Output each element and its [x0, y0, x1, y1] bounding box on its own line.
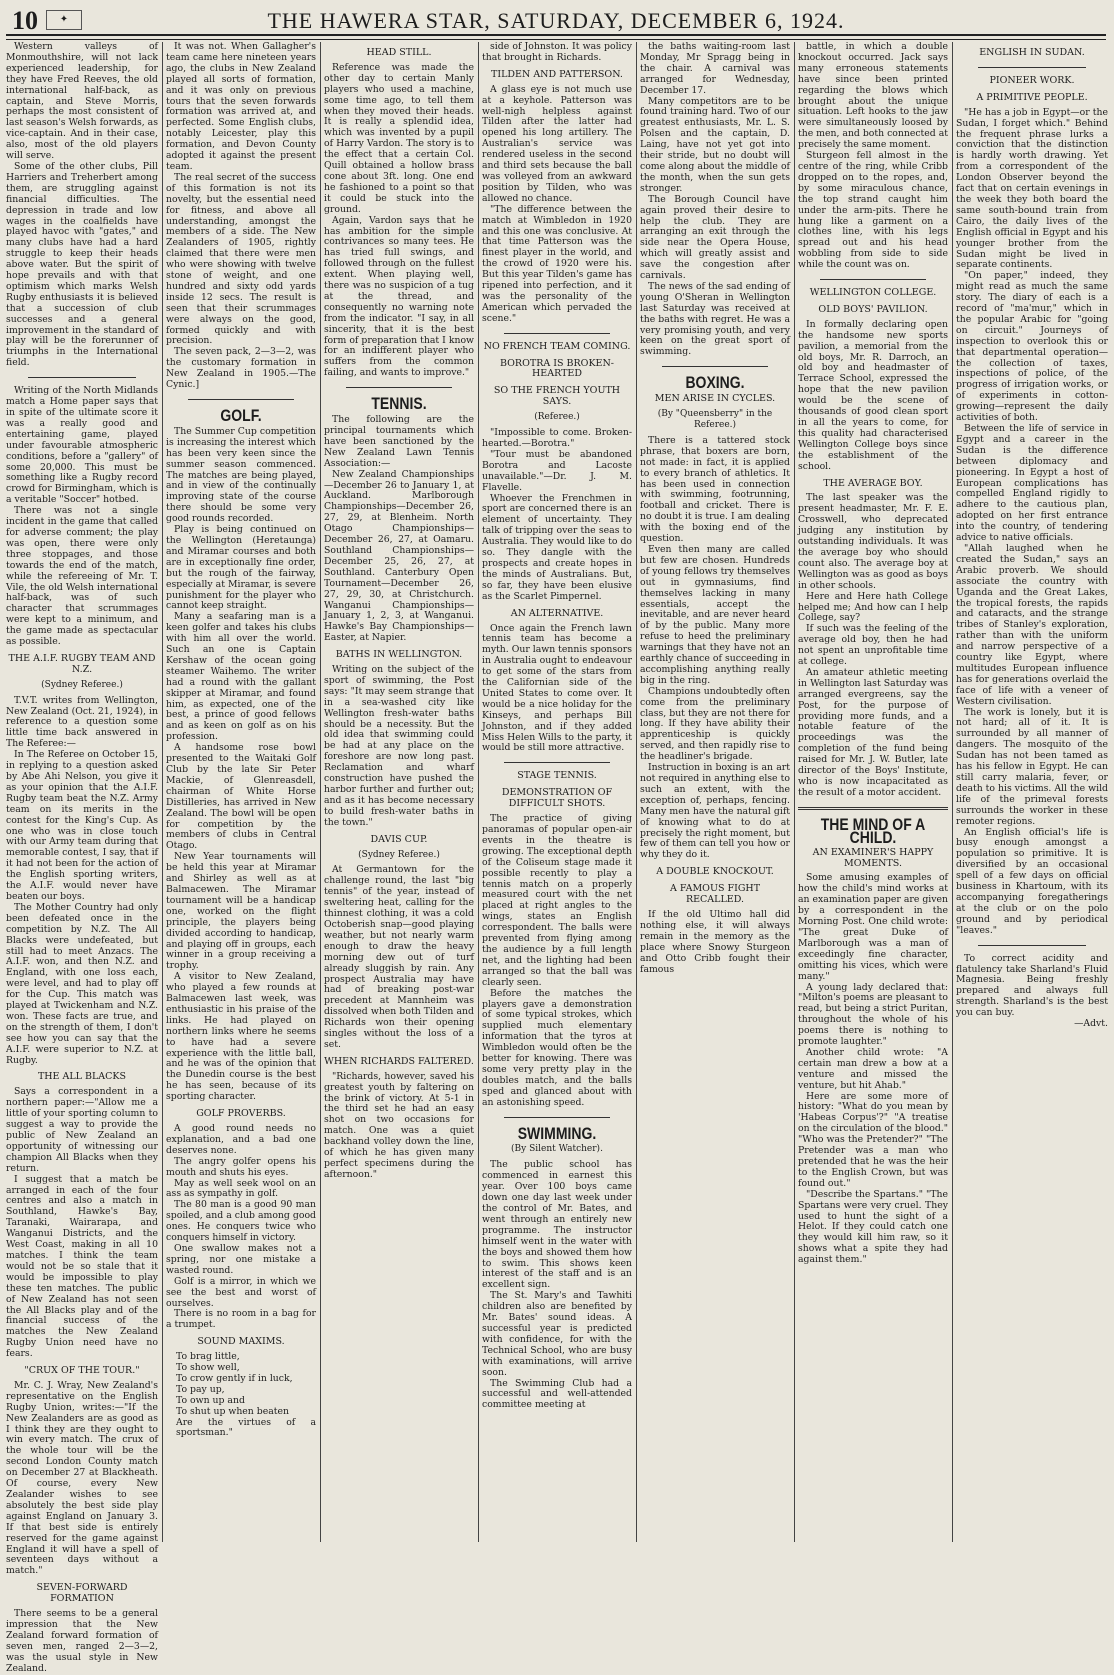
section-heading: A FAMOUS FIGHT RECALLED.	[669, 883, 761, 906]
article-text: The Mother Country had only been defeated once in the competition by N.Z. The All Blacks were undefeated, but still had to meet Anzacs. The A.I.F. won, and then N.Z. and England, with one loss each, were level, and had to play off for the Cup. This match was played at Twickenham and N.Z. won. These facts are true, and on the strength of them, I don't see how you can say that the A.I.F. were superior to N.Z. at Rugby.	[6, 901, 158, 1066]
section-heading: ENGLISH IN SUDAN.	[979, 47, 1085, 58]
article-text: "The difference between the match at Wimbledon in 1920 and this one was conclusive. At that time Patterson was the finest player in the world, and the crowd of 1920 were his. But this year Tilden's game has ripened into perfection, and it was the personality of the American which pervaded the scene."	[482, 203, 632, 324]
article-text: Mr. C. J. Wray, New Zealand's representative on the English Rugby Union, writes:—"If the New Zealanders are as good as I think they are they ought to win every match. The crux of the whole tour will be the second London County match on December 27 at Blackheath. Of course, every New Zealander wishes to see absolutely the best side play against England on January 3. If that best side is entirely reserved for the game against England it will have a spell of seventeen days without a match."	[6, 1379, 158, 1577]
section-heading: THE AVERAGE BOY.	[823, 477, 923, 489]
source-line: (By "Queensberry" in the Referee.)	[657, 409, 773, 430]
masthead-rule	[6, 34, 1106, 40]
article-text: side of Johnston. It was policy that brought in Richards.	[482, 41, 632, 63]
article-text: Many a seafaring man is a keen golfer and takes his clubs with him all over the world. Such an one is Captain Kershaw of the ocean going steamer Waihemo. The writer had a round with the gallant skipper at Miramar, and found him, as expected, one of the best, a prince of good fellows and as keen on golf as on his profession.	[166, 611, 316, 743]
article-text: Western valleys of Monmouthshire, will not lack experienced leadership, for they have Fred Reeves, the old international half-back, as captain, and Steve Morris, perhaps the most consistent of last season's Welsh forwards, as vice-captain. And in their case, also, most of the old players will serve.	[6, 41, 158, 162]
article-text: Before the matches the players gave a demonstration of some typical strokes, which supplied much elementary information that the tyros at Wimbledon would often be the better for knowing. There was some very pretty play in the doubles match, and the balls sped and glanced about with an astonishing speed.	[482, 987, 632, 1108]
section-heading: SO THE FRENCH YOUTH SAYS.	[493, 385, 621, 408]
column-rule	[636, 42, 637, 1542]
verse-line: To show well,	[176, 1362, 240, 1374]
section-heading: GOLF PROVERBS.	[196, 1108, 286, 1120]
article-text: Instruction in boxing is an art not required in anything else to such an extent, with the exception of, perhaps, fencing. Many men have the natural gift of knowing what to do at precisely the right moment, but few of them can tell you how or why they do it.	[640, 762, 790, 861]
article-text: It was not. When Gallagher's team came here nineteen years ago, the clubs in New Zealand played all sorts of formation, and it was only on previous tours that the seven forwards formation was arrived at, and perfected. Some English clubs, notably Leicester, play this formation, and Devon County adopted it against the present team.	[166, 41, 316, 172]
article-text: An English official's life is busy enough amongst a population so primitive. It is diversified by an occasional spell of a few days on official business in Khartoum, with its accompanying foregatherings at the club or on the polo ground and by periodical "leaves."	[956, 826, 1108, 936]
column-rule	[162, 42, 163, 1542]
article-text: The Summer Cup competition is increasing the interest which has been very keen since the summer season commenced. The matches are being played, and in view of the continually improving state of the course there should be some very good rounds recorded.	[166, 425, 316, 525]
section-heading: DAVIS CUP.	[370, 833, 428, 845]
section-heading: AN ALTERNATIVE.	[510, 607, 604, 619]
section-heading: DEMONSTRATION OF DIFFICULT SHOTS.	[501, 787, 613, 810]
article-text: At Germantown for the challenge round, the last "big tennis" of the year, instead of sweltering heat, calling for the thinnest clothing, it was a cold Octoberish snap—good playing weather, but not nearly warm enough to draw the heavy morning dew out of turf already sluggish by rain. Any prospect Australia may have had of breaking post-war precedent at Mannheim was dissolved when both Tilden and Richards won their opening singles without the loss of a set.	[324, 864, 474, 1050]
section-heading: BATHS IN WELLINGTON.	[335, 649, 463, 661]
masthead	[6, 4, 1106, 34]
article-text: battle, in which a double knockout occurred. Jack says many erroneous statements have since been printed regarding the blows which brought about the unique situation. Left hooks to the jaw were simultaneously loosed by the men, and both connected at precisely the same moment.	[798, 41, 948, 151]
article-text: The seven pack, 2—3—2, was the customary formation in New Zealand in 1905.—The Cynic.]	[166, 346, 316, 391]
article-text: Many competitors are to be found training hard. Two of our greatest enthusiasts, Mr. L. S. Polsen and the captain, D. Laing, have not yet got into their stride, but no doubt will come along about the middle of the month, when the sun gets stronger.	[640, 95, 790, 194]
divider	[798, 807, 948, 810]
article-text: In formally declaring open the handsome new sports pavilion, a memorial from the old boys, Mr. R. Darroch, an old boy and headmaster of Terrace School, expressed the hope that the new pavilion would be the scene of thousands of good clean sport in all the years to come, for this quality had characterised Wellington College boys since the establishment of the school.	[798, 318, 948, 472]
article-text: If the old Ultimo hall did nothing else, it will always remain in the memory as the place where Snowy Sturgeon and Otto Cribb fought their famous	[640, 908, 790, 975]
newspaper-title: THE HAWERA STAR, SATURDAY, DECEMBER 6, 1924.	[267, 8, 845, 33]
section-heading: GOLF.	[220, 405, 262, 425]
article-text: Sturgeon fell almost in the centre of the ring, while Cribb dropped on to the ropes, and, by some miraculous chance, the top strand caught him under the arm-pits. There he hung like a garment on a clothes line, with his legs spread out and his head wobbling from side to side while the count was on.	[798, 150, 948, 271]
article-text: Writing of the North Midlands match a Home paper says that in spite of the ultimate score it was a really good and entertaining game, played under favourable atmospheric conditions, before a "gallery" of some 20,000. This must be something like a Rugby record crowd for Birmingham, which is a veritable "Soccer" hotbed.	[6, 385, 158, 506]
section-heading: AN EXAMINER'S HAPPY MOMENTS.	[812, 846, 934, 869]
source-line: (Referee.)	[534, 412, 580, 423]
section-heading: HEAD STILL.	[366, 47, 432, 58]
article-text: Some of the other clubs, Pill Harriers and Treherbert among them, are struggling against financial difficulties. The depression in trade and low wages in the coalfields have played havoc with "gates," and many clubs have had a hard struggle to keep their heads above water. But the spirit of hope prevails and with that optimism which marks Welsh Rugby enthusiasts it is believed that a succession of club successes and a general improvement in the standard of play will be the forerunner of triumphs in the International field.	[6, 160, 158, 369]
article-text: T.V.T. writes from Wellington, New Zealand (Oct. 21, 1924), in reference to a question some little time back answered in The Referee:—	[6, 694, 158, 750]
section-heading: WELLINGTON COLLEGE.	[809, 287, 937, 299]
article-text: Even then many are called but few are chosen. Hundreds of young fellows try themselves out in gymnasiums, find themselves lacking in many essentials, accept the inevitable, and are never heard of by the public. Many more refuse to heed the preliminary warnings that they have not an earthly chance of succeeding in accomplishing anything really big in the ring.	[640, 543, 790, 686]
divider	[346, 387, 452, 388]
divider	[820, 279, 926, 280]
section-heading: MEN ARISE IN CYCLES.	[654, 393, 776, 405]
section-heading: SWIMMING.	[517, 1122, 597, 1143]
source-line: (Sydney Referee.)	[41, 679, 123, 690]
section-heading: STAGE TENNIS.	[517, 770, 597, 782]
article-text: A young lady declared that: "Milton's poems are pleasant to read, but being a strict Puritan, throughout the whole of his poems there is nothing to promote laughter."	[798, 981, 948, 1048]
article-text: The angry golfer opens his mouth and shuts his eyes.	[166, 1155, 316, 1178]
article-text: "Allah laughed when he created the Sudan," says an Arabic proverb. We should associate the country with Uganda and the Great Lakes, the tropical forests, the rapids and cataracts, and the strange tribes of Stanley's exploration, rather than with the uniform and narrow perspective of a country like Egypt, where multitudes European influence has for generations overlaid the face of life with a veneer of Western civilisation.	[956, 542, 1108, 707]
column-2	[166, 42, 316, 1542]
advertisement-tag: —Advt.	[1074, 1018, 1108, 1030]
column-3	[324, 42, 474, 1542]
section-heading: THE ALL BLACKS	[37, 1071, 127, 1083]
column-6	[798, 42, 948, 1542]
article-text: One swallow makes not a spring, nor one mistake a wasted round.	[166, 1242, 316, 1276]
section-heading: BOXING.	[685, 372, 745, 392]
section-heading: THE A.I.F. RUGBY TEAM AND N.Z.	[8, 652, 156, 675]
section-heading: A PRIMITIVE PEOPLE.	[976, 91, 1088, 103]
divider	[504, 333, 610, 334]
section-heading: BOROTRA IS BROKEN-HEARTED	[499, 357, 614, 380]
section-heading: THE MIND OF A CHILD.	[820, 814, 926, 847]
article-text: Champions undoubtedly often come from the preliminary class, but they are not there for long. If they have ability their apprenticeship is quickly served, and then rapidly rise to the headliner's brigade.	[640, 685, 790, 763]
article-text: The real secret of the success of this formation is not its novelty, but the essential need for fitness, and above all understanding, amongst the members of a side. The New Zealanders of 1905, rightly claimed that there were men who were showing with twelve stone of weight, and one hundred and sixty odd yards inside 12 secs. The result is seen that their scrummages were always on the good, formed quickly and with precision.	[166, 171, 316, 347]
article-text: Play is being continued on the Wellington (Heretaunga) and Miramar courses and both are in exceptionally fine order, but the rough of the fairway, especially at Miramar, is severe punishment for the player who cannot keep straight.	[166, 524, 316, 612]
article-text: "Tour must be abandoned Borotra and Lacoste unavailable."—Dr. J. M. Flavelle.	[482, 448, 632, 493]
divider	[504, 762, 610, 763]
divider	[978, 945, 1086, 946]
article-text: "Describe the Spartans." "The Spartans were very cruel. They used to hunt the sight of a Helot. If they could catch one they would kill him raw, so it shows what a spite they had against them."	[798, 1188, 948, 1266]
column-rule	[952, 42, 953, 1542]
article-text: "Impossible to come. Broken-hearted.—Borotra."	[482, 427, 632, 449]
divider	[188, 399, 294, 400]
section-heading: SEVEN-FORWARD FORMATION	[36, 1582, 128, 1605]
verse-line: To crow gently if in luck,	[176, 1372, 293, 1384]
verse-line: To shut up when beaten	[176, 1405, 289, 1417]
page-number: 10	[12, 6, 38, 35]
section-heading: PIONEER WORK.	[989, 74, 1075, 86]
article-text: the baths waiting-room last Monday, Mr Spragg being in the chair. A carnival was arranged for Wednesday, December 17.	[640, 41, 790, 96]
section-heading: WHEN RICHARDS FALTERED.	[324, 1055, 474, 1067]
article-text: Between the life of service in Egypt and a career in the Sudan is the difference between diplomacy and pioneering. In Egypt a host of European complications has compelled England rigidly to adhere to the cautious plan, adopted on her first entrance into the country, of tendering advice to native officials.	[956, 423, 1108, 544]
article-text: There was not a single incident in the game that called for adverse comment; the play was open, there were only three stoppages, and those towards the end of the match, while the refereeing of Mr. T. Vile, the old Welsh international half-back, was of such character that scrummages were kept to a minimum, and the game made as spectacular as possible.	[6, 505, 158, 648]
article-text: Once again the French lawn tennis team has become a myth. Our lawn tennis sponsors in Australia ought to endeavour to get some of the stars from the Californian side of the United States to come over. It would be a nice holiday for the Kinseys, and perhaps Bill Johnston, and if they added Miss Helen Wills to the party, it would be still more attractive.	[482, 622, 632, 754]
article-text: New Zealand Championships—December 26 to January 1, at Auckland. Marlborough Championships—December 26, 27, 29, at Blenheim. North Otago Championships—December 26, 27, at Oamaru. Southland Championships—December 25, 26, 27, at Southland. Canterbury Open Tournament—December 26, 27, 29, 30, at Christchurch. Wanganui Championships—January 1, 2, 3, at Wanganui. Hawke's Bay Championships—Easter, at Napier.	[324, 468, 474, 644]
column-1	[6, 41, 158, 1674]
article-text: Here and Here hath College helped me; And how can I help College, say?	[798, 590, 948, 624]
article-text: Some amusing examples of how the child's mind works at an examination paper are given by a correspondent in the Morning Post. One child wrote: "The great Duke of Marlborough was a man of exceedingly fine character, omitting his vices, which were many."	[798, 872, 948, 982]
article-text: The practice of giving panoramas of popular open-air events in the theatre is growing. The exceptional depth of the Coliseum stage made it possible recently to play a tennis match on a properly measured court with the net placed at right angles to the wings, states an English correspondent. The balls were prevented from flying among the audience by a full length net, and the lighting had been arranged so that the ball was clearly seen.	[482, 813, 632, 988]
section-heading: OLD BOYS' PAVILION.	[818, 303, 928, 315]
article-text: The St. Mary's and Tawhiti children also are benefited by Mr. Bates' sound ideas. A successful year is predicted with confidence, for with the Technical School, who are busy with examinations, will arrive soon.	[482, 1290, 632, 1378]
divider	[28, 377, 136, 378]
source-line: (Sydney Referee.)	[358, 849, 440, 860]
article-text: There is a tattered stock phrase, that boxers are born, not made: in fact, it is applied to every branch of athletics. It has been used in connection with swimming, footrunning, football and cricket. There is no doubt it is true. I am dealing with the boxing end of the question.	[640, 434, 790, 545]
article-text: I suggest that a match be arranged in each of the four centres and also a match in Southland, Hawke's Bay, Taranaki, Wairarapa, and Wanganui Districts, and the West Coast, making in all 10 matches. I think the team would not be so stale that it would be impossible to play these ten matches. The public of New Zealand has not seen the All Blacks play and of the financial success of the matches the New Zealand Rugby Union need have no fears.	[6, 1173, 158, 1360]
column-rule	[794, 42, 795, 1542]
section-heading: "CRUX OF THE TOUR."	[24, 1365, 140, 1377]
section-heading: SOUND MAXIMS.	[197, 1336, 285, 1348]
article-text: The public school has commenced in earnest this year. Over 100 boys came down one day last week under the control of Mr. Bates, and went through an entirely new programme. The instructor himself went in the water with the boys and showed them how to swim. This shows keen interest of the staff and is an excellent sign.	[482, 1159, 632, 1291]
ornament-icon: ✦	[46, 10, 82, 30]
article-text: "On paper," indeed, they might read as much the same story. The diary of each is a record of "ma'mur," which in the popular Arabic for "going on circuit." Journeys of inspection to overlook this or that departmental operation—the collection of taxes, inspections of police, of the progress of irrigation works, or of experiments in cotton-growing—represent the daily activities of both.	[956, 270, 1108, 424]
section-heading: A DOUBLE KNOCKOUT.	[656, 866, 774, 878]
article-text: There seems to be a general impression that the New Zealand forward formation of seven men, ranged 2—3—2, was the usual style in New Zealand.	[6, 1608, 158, 1674]
verse-line: Are the virtues of a sportsman."	[176, 1416, 316, 1439]
column-rule	[320, 42, 321, 1542]
article-text: Whoever the Frenchmen in sport are concerned there is an element of uncertainty. They talk of tripping over the seas to Australia. They would like to do so. They dangle with the prospects and create hopes in the minds of Australians. But, so far, they have been elusive as the Scarlet Pimpernel.	[482, 492, 632, 602]
article-text: A good round needs no explanation, and a bad one deserves none.	[166, 1123, 316, 1156]
source-line: (By Silent Watcher).	[511, 1144, 603, 1155]
maxims-verse	[176, 1352, 316, 1439]
article-text: A visitor to New Zealand, who played a few rounds at Balmacewen last week, was enthusiastic in his praise of the links. He had played on northern links where he seems to have had a severe experience with the little ball, and he was of the opinion that the Dunedin course is the best he has seen, because of its sporting character.	[166, 971, 316, 1103]
article-text: The news of the sad ending of young O'Sheran in Wellington last Saturday was received at the baths with regret. He was a very promising youth, and very keen on the great sport of swimming.	[640, 280, 790, 358]
section-heading: TILDEN AND PATTERSON.	[491, 68, 623, 80]
article-text: If such was the feeling of the average old boy, then he had not spent an unprofitable time at college.	[798, 623, 948, 668]
article-text: The following are the principal tournaments which have been sanctioned by the New Zealand Lawn Tennis Association:—	[324, 414, 474, 469]
section-heading: TENNIS.	[371, 393, 427, 413]
column-7	[956, 42, 1108, 1542]
article-text: An amateur athletic meeting in Wellington last Saturday was arranged evergreens, say the Post, for the purpose of providing more funds, and a notable feature of the proceedings was the completion of the fund being raised for Mr. J. W. Butler, late director of the Boys' Institute, who is now incapacitated as the result of a motor accident.	[798, 666, 948, 798]
article-text: There is no room in a bag for a trumpet.	[166, 1308, 316, 1331]
divider	[504, 1117, 610, 1118]
article-text: Here are some more of history: "What do you mean by 'Habeas Corpus'?" "A treatise on the circulation of the blood." "Who was the Pretender?" "The Pretender was a man who pretended that he was the heir to the English Crown, but was found out."	[798, 1090, 948, 1189]
column-rule	[478, 42, 479, 1542]
column-5	[640, 42, 790, 1542]
article-text: Another child wrote: "A certain man drew a bow at a venture and missed the venture, but hit Ahab."	[798, 1046, 948, 1091]
article-text: A glass eye is not much use at a keyhole. Patterson was well-nigh helpless against Tilden after the latter had opened his long artillery. The Australian's service was rendered useless in the second and third sets because the ball was volleyed from an awkward position by Tilden, who was allowed no chance.	[482, 83, 632, 204]
article-text: Again, Vardon says that he has ambition for the simple contrivances so many tees. He has tried full swings, and followed through on the fullest extent. When playing well, there was no suspicion of a tug at the thread, and consequently no warning note from the indicator. "I say, in all sincerity, that it is the best form of preparation that I know for an indifferent player who suffers from the common failing, and wants to improve."	[324, 214, 474, 379]
article-text: In The Referee on October 15, in replying to a question asked by Abe Ahi Nelson, you give it as your opinion that the A.I.F. Rugby team beat the N.Z. Army team on its merits in the contest for the King's Cup. As one who was in close touch with our Army team during that memorable contest, I say, that if it had not been for the action of the English sporting writers, the A.I.F. would never have beaten our boys.	[6, 749, 158, 902]
article-text: May as well seek wool on an ass as sympathy in golf.	[166, 1177, 316, 1200]
section-heading: NO FRENCH TEAM COMING.	[483, 340, 631, 352]
advertisement-text: To correct acidity and flatulency take Sharland's Fluid Magnesia. Being freshly prepared and always full strength. Sharland's is the best you can buy.	[956, 952, 1108, 1019]
article-text: Reference was made the other day to certain Manly players who used a machine, some time ago, to tell them when they moved their heads. It is really a splendid idea, which was invented by a pupil of Harry Vardon. The story is to the effect that a certain Col. Quill obtained a hollow brass cone about 3ft. long. One end he fashioned to a point so that it could be stuck into the ground.	[324, 61, 474, 215]
article-text: Writing on the subject of the sport of swimming, the Post says: "It may seem strange that in a sea-washed city like Wellington fresh-water baths should be a necessity. But the old idea that swimming could be had at any place on the foreshore are now long past. Reclamation and wharf construction have pushed the harbor further and further out; and as it has become necessary to build fresh-water baths in the town."	[324, 664, 474, 828]
article-text: Golf is a mirror, in which we see the best and worst of ourselves.	[166, 1275, 316, 1309]
article-text: A handsome rose bowl presented to the Waitaki Golf Club by the late Sir Peter Mackie, of Glenreasdell, chairman of White Horse Distilleries, has arrived in New Zealand. The bowl will be open for competition by the members of clubs in Central Otago.	[166, 742, 316, 852]
column-4	[482, 42, 632, 1542]
divider	[662, 366, 768, 367]
article-text: "Richards, however, saved his greatest youth by faltering on the brink of victory. At 5-1 in the third set he had an easy shot on two occasions for match. One was a quiet backhand volley down the line, of which he has given many perfect specimens during the afternoon."	[324, 1070, 474, 1180]
article-text: The last speaker was the present headmaster, Mr. F. E. Crosswell, who deprecated judging any institution by outstanding individuals. It was the average boy who should count also. The average boy at Wellington was as good as boys in other schools.	[798, 492, 948, 591]
verse-line: To brag little,	[176, 1351, 240, 1363]
article-text: Says a correspondent in a northern paper:—"Allow me a little of your sporting column to suggest a way to provide the public of New Zealand an opportunity of witnessing our champion All Blacks when they return.	[6, 1086, 158, 1174]
verse-line: To pay up,	[176, 1383, 225, 1395]
article-text: The Swimming Club had a successful and well-attended committee meeting at	[482, 1377, 632, 1411]
article-text: "He has a job in Egypt—or the Sudan, I forget which." Behind the frequent phrase lurks a conviction that the distinction is hardly worth drawing. Yet from a correspondent of the London Observer beyond the fact that on certain evenings in the week they both board the same south-bound train from Cairo, the daily lives of the English official in Egypt and his younger brother from the Sudan might be lived in separate continents.	[956, 106, 1108, 271]
article-text: The work is lonely, but it is not hard; all of it. It is surrounded by all manner of dangers. The mosquito of the Sudan has not been tamed as has his fellow in Egypt. He can still carry malaria, fever, or death to his victims. All the wild life of the primeval forests surrounds the worker in these remoter regions.	[956, 706, 1108, 827]
article-text: New Year tournaments will be held this year at Miramar and Shirley as well as at Balmacewen. The Miramar tournament will be a handicap one, worked on the flight principle, the players being divided according to handicap, and playing off in groups, each winner in a group receiving a trophy.	[166, 851, 316, 972]
article-text: The 80 man is a good 90 man spoiled, and a club among good ones. He conquers twice who conquers himself in victory.	[166, 1199, 316, 1244]
verse-line: To own up and	[176, 1394, 245, 1406]
divider	[978, 67, 1086, 68]
article-text: The Borough Council have again proved their desire to help the club. They are arranging an exit through the side near the Opera House, which will greatly assist and save the congestion after carnivals.	[640, 193, 790, 282]
